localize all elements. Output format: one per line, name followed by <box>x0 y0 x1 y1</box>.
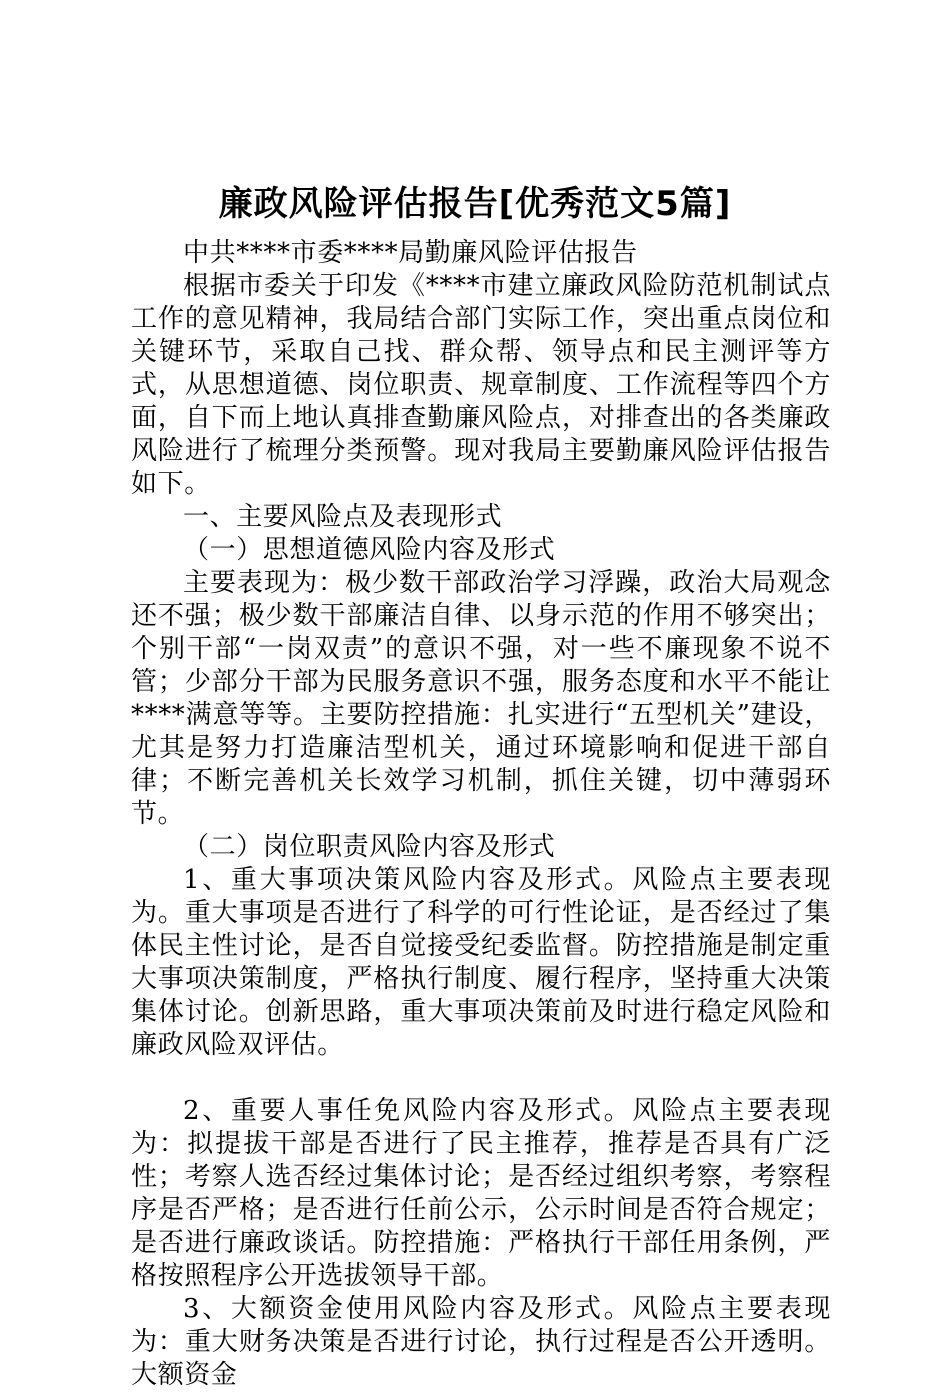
decision-risk-paragraph: 1、重大事项决策风险内容及形式。风险点主要表现为。重大事项是否进行了科学的可行性论证，是否经过了集体民主性讨论，是否自觉接受纪委监督。防控措施是制定重大事项决策制度，严格执行制度、履行程序，坚持重大决策集体讨论。创新思路，重大事项决策前及时进行稳定风险和廉政风险双评估。 <box>131 865 831 1060</box>
intro-paragraph: 根据市委关于印发《****市建立廉政风险防范机制试点工作的意见精神，我局结合部门实际工作，突出重点岗位和关键环节，采取自己找、群众帮、领导点和民主测评等方式，从思想道德、岗位职责、规章制度、工作流程等四个方面，自下而上地认真排查勤廉风险点，对排查出的各类廉政风险进行了梳理分类预警。现对我局主要勤廉风险评估报告如下。 <box>131 271 831 499</box>
subsection-heading-2: （二）岗位职责风险内容及形式 <box>183 832 556 862</box>
subsection-heading-1: （一）思想道德风险内容及形式 <box>183 535 556 565</box>
report-heading-paragraph: 中共****市委****局勤廉风险评估报告 <box>183 238 638 268</box>
funds-risk-paragraph: 3、大额资金使用风险内容及形式。风险点主要表现为：重大财务决策是否进行讨论，执行过程是否公开透明。大额资金 <box>131 1294 831 1390</box>
section-heading-1: 一、主要风险点及表现形式 <box>183 502 503 532</box>
personnel-risk-paragraph: 2、重要人事任免风险内容及形式。风险点主要表现为：拟提拔干部是否进行了民主推荐，推荐是否具有广泛性；考察人选否经过集体讨论；是否经过组织考察，考察程序是否严格；是否进行任前公示，公示时间是否符合规定；是否进行廉政谈话。防控措施：严格执行干部任用条例，严格按照程序公开选拔领导干部。 <box>131 1096 831 1291</box>
document-body <box>131 237 831 1392</box>
moral-risk-paragraph: 主要表现为：极少数干部政治学习浮躁，政治大局观念还不强；极少数干部廉洁自律、以身示范的作用不够突出；个别干部“一岗双责”的意识不强，对一些不廉现象不说不管；少部分干部为民服务意识不强，服务态度和水平不能让****满意等等。主要防控措施：扎实进行“五型机关”建设，尤其是努力打造廉洁型机关，通过环境影响和促进干部自律；不断完善机关长效学习机制，抓住关键，切中薄弱环节。 <box>131 568 831 829</box>
document-title: 廉政风险评估报告[优秀范文5篇] <box>218 184 732 224</box>
